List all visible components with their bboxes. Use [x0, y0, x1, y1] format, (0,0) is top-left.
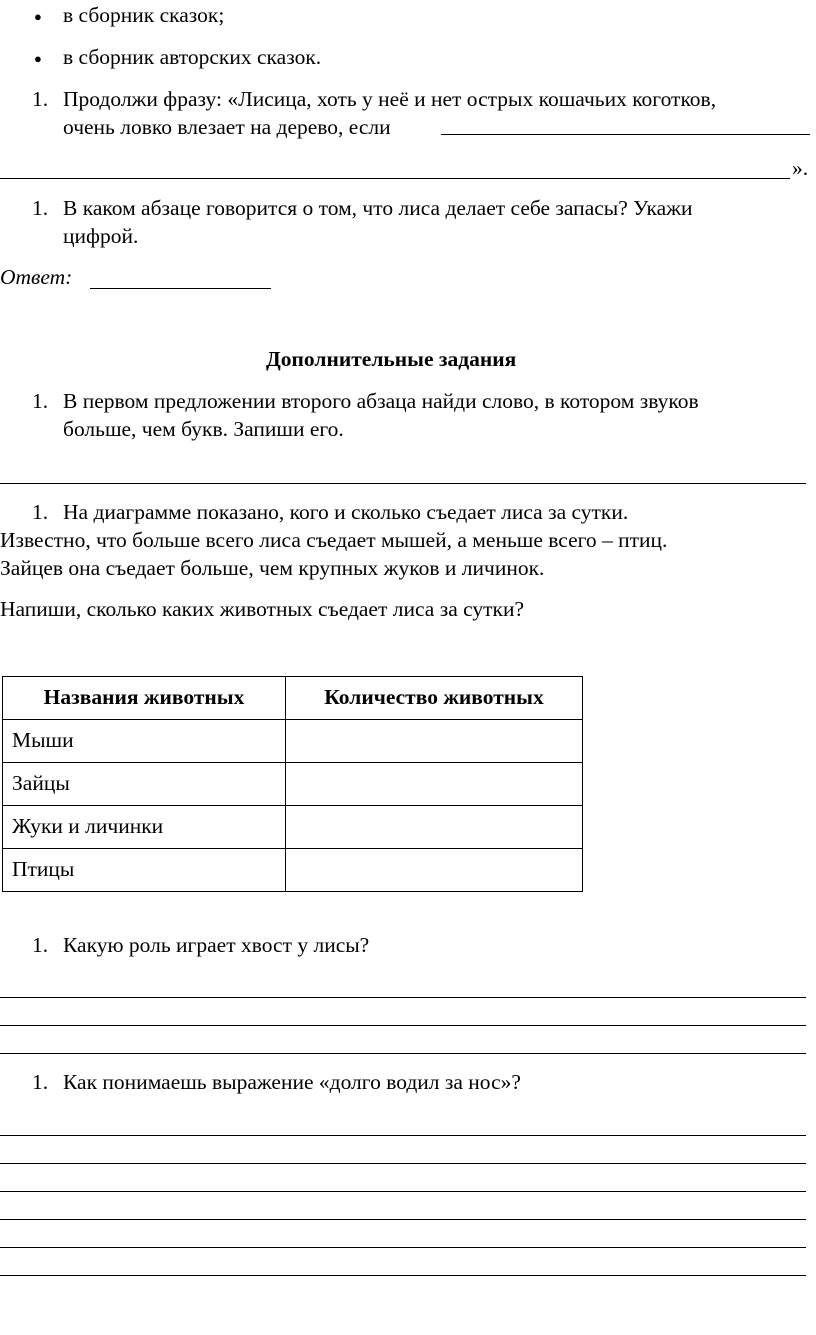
question-text: Продолжи фразу: «Лисица, хоть у неё и нет острых кошачьих коготков,: [63, 87, 717, 111]
bullet-icon: ●: [34, 51, 42, 66]
answer-line[interactable]: [0, 1135, 806, 1136]
question-text: На диаграмме показано, кого и сколько съедает лиса за сутки.: [63, 500, 629, 524]
table-header-row: [3, 677, 583, 720]
answer-line[interactable]: [0, 1191, 806, 1192]
question-number: 1.: [32, 1070, 49, 1094]
question-text: Как понимаешь выражение «долго водил за нос»?: [63, 1070, 521, 1094]
question-text: больше, чем букв. Запиши его.: [63, 417, 344, 441]
table-row: [3, 720, 583, 763]
answer-line[interactable]: [0, 1053, 806, 1054]
animal-count-cell[interactable]: [286, 763, 583, 806]
answer-line[interactable]: [0, 1025, 806, 1026]
question-number: 1.: [32, 87, 49, 111]
table-row: [3, 849, 583, 892]
question-number: 1.: [32, 933, 49, 957]
answer-line[interactable]: [0, 1219, 806, 1220]
bullet-text: в сборник сказок;: [63, 3, 225, 27]
animal-name-cell: Жуки и личинки: [3, 806, 286, 849]
answer-line[interactable]: [441, 134, 810, 135]
animal-name-cell: Птицы: [3, 849, 286, 892]
question-number: 1.: [32, 389, 49, 413]
table-header: Названия животных: [3, 677, 286, 720]
answer-line[interactable]: [0, 1275, 806, 1276]
answer-line[interactable]: [0, 483, 806, 484]
section-heading: Дополнительные задания: [266, 347, 517, 371]
animal-name-cell: Зайцы: [3, 763, 286, 806]
answer-line[interactable]: [0, 1163, 806, 1164]
question-number: 1.: [32, 500, 49, 524]
animal-count-cell[interactable]: [286, 806, 583, 849]
animal-count-cell[interactable]: [286, 720, 583, 763]
answer-line[interactable]: [0, 1247, 806, 1248]
answer-line[interactable]: [0, 178, 790, 179]
question-text: Какую роль играет хвост у лисы?: [63, 933, 370, 957]
question-text: цифрой.: [63, 224, 139, 248]
question-text: Зайцев она съедает больше, чем крупных жуков и личинок.: [0, 556, 545, 580]
bullet-icon: ●: [34, 9, 42, 24]
answer-label: Ответ:: [0, 265, 73, 289]
animals-table: [2, 676, 583, 892]
animal-count-cell[interactable]: [286, 849, 583, 892]
animal-name-cell: Мыши: [3, 720, 286, 763]
answer-line[interactable]: [0, 997, 806, 998]
bullet-text: в сборник авторских сказок.: [63, 45, 322, 69]
closing-quote: ».: [792, 156, 809, 180]
answer-line[interactable]: [90, 288, 271, 289]
table-header: Количество животных: [286, 677, 583, 720]
question-number: 1.: [32, 196, 49, 220]
question-text: Напиши, сколько каких животных съедает лиса за сутки?: [0, 597, 525, 621]
table-row: [3, 763, 583, 806]
question-text: В каком абзаце говорится о том, что лиса делает себе запасы? Укажи: [63, 196, 693, 220]
question-text: очень ловко влезает на дерево, если: [63, 115, 391, 139]
question-text: Известно, что больше всего лиса съедает мышей, а меньше всего – птиц.: [0, 528, 668, 552]
question-text: В первом предложении второго абзаца найди слово, в котором звуков: [63, 389, 699, 413]
table-row: [3, 806, 583, 849]
